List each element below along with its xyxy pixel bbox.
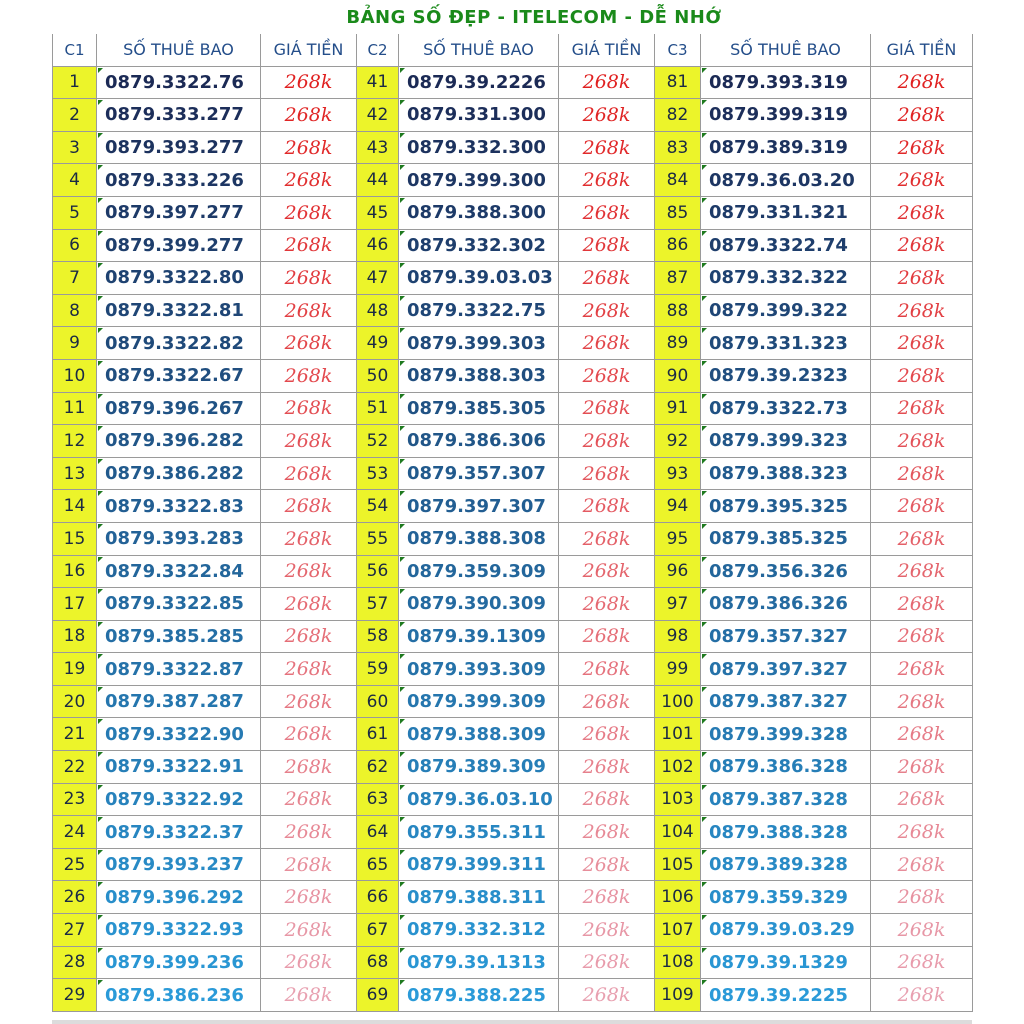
phone-number-cell[interactable]: 0879.386.328 [701,751,871,784]
row-index[interactable]: 109 [655,979,701,1012]
price-cell[interactable]: 268k [559,197,655,230]
row-index[interactable]: 84 [655,164,701,197]
price-cell[interactable]: 268k [871,718,973,751]
price-cell[interactable]: 268k [871,621,973,654]
price-cell[interactable]: 268k [871,262,973,295]
price-cell[interactable]: 268k [261,718,357,751]
phone-number-cell[interactable]: 0879.331.323 [701,327,871,360]
row-index[interactable]: 62 [357,751,399,784]
header-price-3[interactable]: GIÁ TIỀN [871,34,973,67]
header-number-1[interactable]: SỐ THUÊ BAO [97,34,261,67]
price-cell[interactable]: 268k [871,458,973,491]
row-index[interactable]: 55 [357,523,399,556]
row-index[interactable]: 97 [655,588,701,621]
phone-number-cell[interactable]: 0879.359.329 [701,881,871,914]
row-index[interactable]: 108 [655,947,701,980]
price-cell[interactable]: 268k [559,67,655,100]
row-index[interactable]: 52 [357,425,399,458]
row-index[interactable]: 6 [53,230,97,263]
price-cell[interactable]: 268k [261,751,357,784]
partial-row-strip [52,1020,972,1024]
phone-number-cell[interactable]: 0879.399.303 [399,327,559,360]
price-cell[interactable]: 268k [261,881,357,914]
phone-number-cell[interactable]: 0879.399.309 [399,686,559,719]
price-cell[interactable]: 268k [559,230,655,263]
row-index[interactable]: 66 [357,881,399,914]
row-index[interactable]: 54 [357,490,399,523]
row-index[interactable]: 4 [53,164,97,197]
price-cell[interactable]: 268k [261,327,357,360]
price-cell[interactable]: 268k [261,849,357,882]
price-cell[interactable]: 268k [261,556,357,589]
row-index[interactable]: 15 [53,523,97,556]
header-price-2[interactable]: GIÁ TIỀN [559,34,655,67]
price-cell[interactable]: 268k [559,360,655,393]
row-index[interactable]: 81 [655,67,701,100]
price-cell[interactable]: 268k [261,914,357,947]
row-index[interactable]: 25 [53,849,97,882]
row-index[interactable]: 85 [655,197,701,230]
row-index[interactable]: 7 [53,262,97,295]
phone-number-cell[interactable]: 0879.3322.67 [97,360,261,393]
phone-number-cell[interactable]: 0879.399.319 [701,99,871,132]
phone-number-cell[interactable]: 0879.397.277 [97,197,261,230]
row-index[interactable]: 67 [357,914,399,947]
row-index[interactable]: 49 [357,327,399,360]
row-index[interactable]: 51 [357,393,399,426]
phone-number-cell[interactable]: 0879.385.305 [399,393,559,426]
header-c1[interactable]: C1 [53,34,97,67]
row-index[interactable]: 27 [53,914,97,947]
phone-number-cell[interactable]: 0879.39.03.03 [399,262,559,295]
phone-number-cell[interactable]: 0879.355.311 [399,816,559,849]
row-index[interactable]: 64 [357,816,399,849]
price-cell[interactable]: 268k [871,327,973,360]
row-index[interactable]: 96 [655,556,701,589]
price-cell[interactable]: 268k [261,262,357,295]
phone-number-cell[interactable]: 0879.3322.85 [97,588,261,621]
price-cell[interactable]: 268k [871,979,973,1012]
price-cell[interactable]: 268k [871,67,973,100]
price-cell[interactable]: 268k [871,849,973,882]
row-index[interactable]: 69 [357,979,399,1012]
price-cell[interactable]: 268k [261,784,357,817]
phone-number-cell[interactable]: 0879.390.309 [399,588,559,621]
row-index[interactable]: 47 [357,262,399,295]
phone-number-cell[interactable]: 0879.39.2323 [701,360,871,393]
phone-number-cell[interactable]: 0879.333.226 [97,164,261,197]
price-cell[interactable]: 268k [871,816,973,849]
row-index[interactable]: 106 [655,881,701,914]
price-cell[interactable]: 268k [871,425,973,458]
row-index[interactable]: 89 [655,327,701,360]
price-cell[interactable]: 268k [559,979,655,1012]
row-index[interactable]: 12 [53,425,97,458]
phone-number-cell[interactable]: 0879.387.328 [701,784,871,817]
price-cell[interactable]: 268k [261,295,357,328]
phone-number-cell[interactable]: 0879.3322.37 [97,816,261,849]
price-cell[interactable]: 268k [871,99,973,132]
price-cell[interactable]: 268k [559,327,655,360]
price-cell[interactable]: 268k [559,621,655,654]
sheet-title: BẢNG SỐ ĐẸP - ITELECOM - DỄ NHỚ [96,0,972,35]
row-index[interactable]: 8 [53,295,97,328]
phone-number-cell[interactable]: 0879.3322.83 [97,490,261,523]
phone-number-cell[interactable]: 0879.332.302 [399,230,559,263]
row-index[interactable]: 104 [655,816,701,849]
phone-number-cell[interactable]: 0879.3322.73 [701,393,871,426]
price-cell[interactable]: 268k [871,588,973,621]
phone-number-cell[interactable]: 0879.333.277 [97,99,261,132]
price-cell[interactable]: 268k [261,197,357,230]
phone-number-cell[interactable]: 0879.386.236 [97,979,261,1012]
price-cell[interactable]: 268k [871,881,973,914]
row-index[interactable]: 18 [53,621,97,654]
row-index[interactable]: 42 [357,99,399,132]
phone-number-cell[interactable]: 0879.39.03.29 [701,914,871,947]
row-index[interactable]: 82 [655,99,701,132]
phone-number-cell[interactable]: 0879.39.2226 [399,67,559,100]
price-cell[interactable]: 268k [871,556,973,589]
price-cell[interactable]: 268k [871,393,973,426]
price-cell[interactable]: 268k [871,947,973,980]
price-cell[interactable]: 268k [559,653,655,686]
price-cell[interactable]: 268k [559,99,655,132]
row-index[interactable]: 57 [357,588,399,621]
number-table [52,34,973,1012]
phone-number-cell[interactable]: 0879.388.225 [399,979,559,1012]
row-index[interactable]: 43 [357,132,399,165]
row-index[interactable]: 102 [655,751,701,784]
phone-number-cell[interactable]: 0879.385.325 [701,523,871,556]
row-index[interactable]: 93 [655,458,701,491]
phone-number-cell[interactable]: 0879.388.328 [701,816,871,849]
row-index[interactable]: 28 [53,947,97,980]
phone-number-cell[interactable]: 0879.393.237 [97,849,261,882]
price-cell[interactable]: 268k [559,816,655,849]
row-index[interactable]: 107 [655,914,701,947]
price-cell[interactable]: 268k [261,164,357,197]
phone-number-cell[interactable]: 0879.3322.75 [399,295,559,328]
row-index[interactable]: 9 [53,327,97,360]
row-index[interactable]: 98 [655,621,701,654]
price-cell[interactable]: 268k [871,653,973,686]
phone-number-cell[interactable]: 0879.387.287 [97,686,261,719]
phone-number-cell[interactable]: 0879.385.285 [97,621,261,654]
phone-number-cell[interactable]: 0879.388.303 [399,360,559,393]
price-cell[interactable]: 268k [559,295,655,328]
price-cell[interactable]: 268k [871,164,973,197]
row-index[interactable]: 5 [53,197,97,230]
phone-number-cell[interactable]: 0879.356.326 [701,556,871,589]
phone-number-cell[interactable]: 0879.359.309 [399,556,559,589]
row-index[interactable]: 14 [53,490,97,523]
phone-number-cell[interactable]: 0879.387.327 [701,686,871,719]
row-index[interactable]: 3 [53,132,97,165]
phone-number-cell[interactable]: 0879.3322.93 [97,914,261,947]
row-index[interactable]: 1 [53,67,97,100]
phone-number-cell[interactable]: 0879.36.03.20 [701,164,871,197]
price-cell[interactable]: 268k [261,686,357,719]
price-cell[interactable]: 268k [261,653,357,686]
row-index[interactable]: 103 [655,784,701,817]
price-cell[interactable]: 268k [559,490,655,523]
spreadsheet [52,0,972,1024]
price-cell[interactable]: 268k [871,360,973,393]
row-index[interactable]: 24 [53,816,97,849]
price-cell[interactable]: 268k [871,784,973,817]
phone-number-cell[interactable]: 0879.332.312 [399,914,559,947]
price-cell[interactable]: 268k [871,523,973,556]
phone-number-cell[interactable]: 0879.3322.90 [97,718,261,751]
row-index[interactable]: 19 [53,653,97,686]
phone-number-cell[interactable]: 0879.3322.81 [97,295,261,328]
phone-number-cell[interactable]: 0879.3322.91 [97,751,261,784]
price-cell[interactable]: 268k [559,751,655,784]
price-cell[interactable]: 268k [261,979,357,1012]
phone-number-cell[interactable]: 0879.357.307 [399,458,559,491]
price-cell[interactable]: 268k [559,262,655,295]
phone-number-cell[interactable]: 0879.3322.82 [97,327,261,360]
row-index[interactable]: 48 [357,295,399,328]
row-index[interactable]: 10 [53,360,97,393]
row-index[interactable]: 94 [655,490,701,523]
phone-number-cell[interactable]: 0879.388.311 [399,881,559,914]
row-index[interactable]: 17 [53,588,97,621]
price-cell[interactable]: 268k [261,621,357,654]
row-index[interactable]: 83 [655,132,701,165]
row-index[interactable]: 45 [357,197,399,230]
phone-number-cell[interactable]: 0879.331.300 [399,99,559,132]
price-cell[interactable]: 268k [261,458,357,491]
price-cell[interactable]: 268k [871,686,973,719]
row-index[interactable]: 59 [357,653,399,686]
row-index[interactable]: 56 [357,556,399,589]
phone-number-cell[interactable]: 0879.393.319 [701,67,871,100]
row-index[interactable]: 87 [655,262,701,295]
price-cell[interactable]: 268k [871,230,973,263]
price-cell[interactable]: 268k [559,132,655,165]
phone-number-cell[interactable]: 0879.3322.76 [97,67,261,100]
phone-number-cell[interactable]: 0879.39.2225 [701,979,871,1012]
price-cell[interactable]: 268k [261,523,357,556]
phone-number-cell[interactable]: 0879.399.322 [701,295,871,328]
phone-number-cell[interactable]: 0879.399.328 [701,718,871,751]
row-index[interactable]: 105 [655,849,701,882]
price-cell[interactable]: 268k [261,230,357,263]
phone-number-cell[interactable]: 0879.393.283 [97,523,261,556]
phone-number-cell[interactable]: 0879.332.322 [701,262,871,295]
phone-number-cell[interactable]: 0879.3322.92 [97,784,261,817]
price-cell[interactable]: 268k [261,816,357,849]
row-index[interactable]: 21 [53,718,97,751]
phone-number-cell[interactable]: 0879.399.236 [97,947,261,980]
price-cell[interactable]: 268k [559,425,655,458]
price-cell[interactable]: 268k [871,490,973,523]
price-cell[interactable]: 268k [559,523,655,556]
phone-number-cell[interactable]: 0879.399.300 [399,164,559,197]
phone-number-cell[interactable]: 0879.3322.84 [97,556,261,589]
price-cell[interactable]: 268k [261,67,357,100]
row-index[interactable]: 61 [357,718,399,751]
phone-number-cell[interactable]: 0879.396.282 [97,425,261,458]
row-index[interactable]: 92 [655,425,701,458]
price-cell[interactable]: 268k [261,490,357,523]
row-index[interactable]: 101 [655,718,701,751]
price-cell[interactable]: 268k [559,393,655,426]
phone-number-cell[interactable]: 0879.39.1329 [701,947,871,980]
phone-number-cell[interactable]: 0879.3322.74 [701,230,871,263]
price-cell[interactable]: 268k [261,947,357,980]
price-cell[interactable]: 268k [871,295,973,328]
price-cell[interactable]: 268k [559,588,655,621]
phone-number-cell[interactable]: 0879.39.1313 [399,947,559,980]
header-c2[interactable]: C2 [357,34,399,67]
price-cell[interactable]: 268k [261,99,357,132]
row-index[interactable]: 50 [357,360,399,393]
phone-number-cell[interactable]: 0879.388.323 [701,458,871,491]
phone-number-cell[interactable]: 0879.386.306 [399,425,559,458]
phone-number-cell[interactable]: 0879.39.1309 [399,621,559,654]
price-cell[interactable]: 268k [871,751,973,784]
row-index[interactable]: 44 [357,164,399,197]
phone-number-cell[interactable]: 0879.399.277 [97,230,261,263]
phone-number-cell[interactable]: 0879.388.300 [399,197,559,230]
price-cell[interactable]: 268k [261,588,357,621]
row-index[interactable]: 99 [655,653,701,686]
price-cell[interactable]: 268k [261,393,357,426]
price-cell[interactable]: 268k [261,425,357,458]
row-index[interactable]: 100 [655,686,701,719]
phone-number-cell[interactable]: 0879.357.327 [701,621,871,654]
phone-number-cell[interactable]: 0879.399.323 [701,425,871,458]
phone-number-cell[interactable]: 0879.3322.87 [97,653,261,686]
row-index[interactable]: 91 [655,393,701,426]
row-index[interactable]: 88 [655,295,701,328]
phone-number-cell[interactable]: 0879.386.326 [701,588,871,621]
phone-number-cell[interactable]: 0879.393.277 [97,132,261,165]
phone-number-cell[interactable]: 0879.396.292 [97,881,261,914]
row-index[interactable]: 2 [53,99,97,132]
phone-number-cell[interactable]: 0879.397.307 [399,490,559,523]
row-index[interactable]: 63 [357,784,399,817]
phone-number-cell[interactable]: 0879.388.308 [399,523,559,556]
header-number-2[interactable]: SỐ THUÊ BAO [399,34,559,67]
row-index[interactable]: 29 [53,979,97,1012]
phone-number-cell[interactable]: 0879.388.309 [399,718,559,751]
price-cell[interactable]: 268k [559,947,655,980]
row-index[interactable]: 95 [655,523,701,556]
phone-number-cell[interactable]: 0879.393.309 [399,653,559,686]
row-index[interactable]: 26 [53,881,97,914]
row-index[interactable]: 46 [357,230,399,263]
row-index[interactable]: 53 [357,458,399,491]
phone-number-cell[interactable]: 0879.389.319 [701,132,871,165]
price-cell[interactable]: 268k [559,881,655,914]
phone-number-cell[interactable]: 0879.3322.80 [97,262,261,295]
phone-number-cell[interactable]: 0879.389.328 [701,849,871,882]
phone-number-cell[interactable]: 0879.399.311 [399,849,559,882]
price-cell[interactable]: 268k [871,914,973,947]
phone-number-cell[interactable]: 0879.389.309 [399,751,559,784]
row-index[interactable]: 60 [357,686,399,719]
row-index[interactable]: 68 [357,947,399,980]
price-cell[interactable]: 268k [559,849,655,882]
row-index[interactable]: 86 [655,230,701,263]
price-cell[interactable]: 268k [261,360,357,393]
row-index[interactable]: 41 [357,67,399,100]
row-index[interactable]: 13 [53,458,97,491]
row-index[interactable]: 58 [357,621,399,654]
price-cell[interactable]: 268k [559,718,655,751]
row-index[interactable]: 22 [53,751,97,784]
phone-number-cell[interactable]: 0879.386.282 [97,458,261,491]
price-cell[interactable]: 268k [559,458,655,491]
phone-number-cell[interactable]: 0879.396.267 [97,393,261,426]
row-index[interactable]: 11 [53,393,97,426]
row-index[interactable]: 16 [53,556,97,589]
price-cell[interactable]: 268k [871,197,973,230]
header-c3[interactable]: C3 [655,34,701,67]
row-index[interactable]: 20 [53,686,97,719]
phone-number-cell[interactable]: 0879.395.325 [701,490,871,523]
price-cell[interactable]: 268k [559,686,655,719]
price-cell[interactable]: 268k [559,784,655,817]
phone-number-cell[interactable]: 0879.36.03.10 [399,784,559,817]
price-cell[interactable]: 268k [559,164,655,197]
phone-number-cell[interactable]: 0879.331.321 [701,197,871,230]
phone-number-cell[interactable]: 0879.397.327 [701,653,871,686]
row-index[interactable]: 65 [357,849,399,882]
price-cell[interactable]: 268k [871,132,973,165]
price-cell[interactable]: 268k [559,914,655,947]
header-number-3[interactable]: SỐ THUÊ BAO [701,34,871,67]
row-index[interactable]: 90 [655,360,701,393]
price-cell[interactable]: 268k [559,556,655,589]
header-price-1[interactable]: GIÁ TIỀN [261,34,357,67]
row-index[interactable]: 23 [53,784,97,817]
phone-number-cell[interactable]: 0879.332.300 [399,132,559,165]
price-cell[interactable]: 268k [261,132,357,165]
